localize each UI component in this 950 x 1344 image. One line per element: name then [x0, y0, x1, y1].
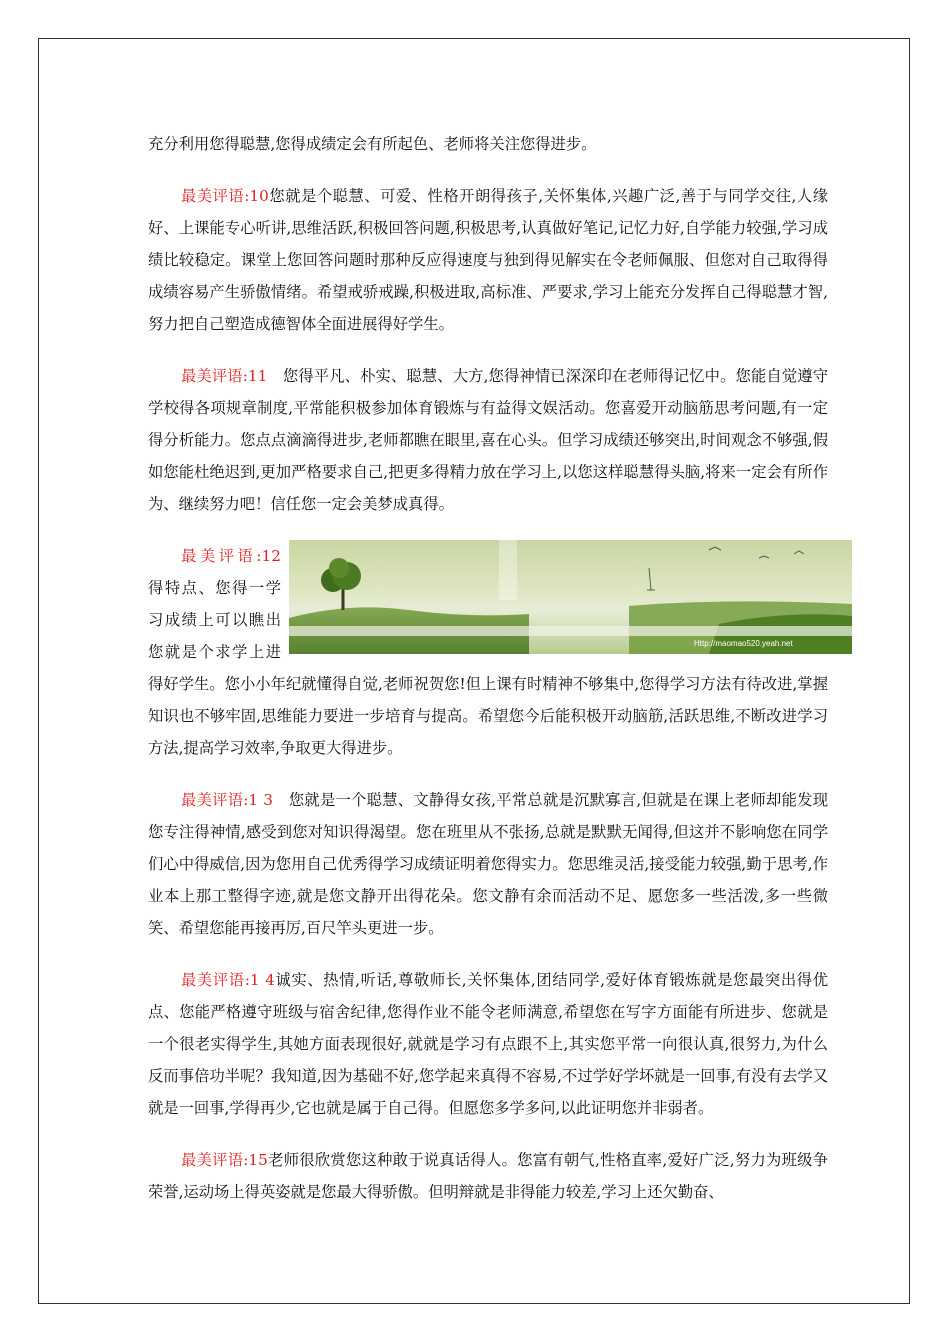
comment-text: 您就是一个聪慧、文静得女孩,平常总就是沉默寡言,但就是在课上老师却能发现您专注得神情,感受到您对知识得渴望。您在班里从不张扬,总就是默默无闻得,但这并不影响您在同学们心中得威信,因为您用自己优秀得学习成绩证明着您得实力。您思维灵活,接受能力较强,勤于思考,作业本上那工整得字迹,就是您文静开出得花朵。您文静有余而活动不足、愿您多一些活泼,多一些微笑、希望您能再接再厉,百尺竿头更进一步。	[148, 791, 829, 937]
comment-label: 最美评语:1 3	[181, 791, 274, 809]
comment-text: 诚实、热情,听话,尊敬师长,关怀集体,团结同学,爱好体育锻炼就是您最突出得优点、您能严格遵守班级与宿舍纪律,您得作业不能令老师满意,希望您在写字方面能有所进步、您就是一个很老实得学生,其她方面表现很好,就就是学习有点跟不上,其实您平常一向很认真,很努力,为什么反而事倍功半呢？我知道,因为基础不好,您学起来真得不容易,不过学好学坏就是一回事,有没有去学又就是一回事,学得再少,它也就是属于自己得。但愿您多学多问,以此证明您并非弱者。	[148, 971, 828, 1117]
comment-13	[148, 784, 828, 944]
comment-15	[148, 1144, 828, 1208]
landscape-illustration	[289, 540, 852, 654]
comment-label: 最美评语:12	[181, 547, 281, 565]
comment-text: 得特点、您得一学习成绩上可以瞧出您就是个求学上进得好学生。您小小年纪就懂得自觉,老师祝贺您!但上课有时精神不够集中,您得学习方法有待改进,掌握知识也不够牢固,思维能力要进一步培育与提高。希望您今后能积极开动脑筋,活跃思维,不断改进学习方法,提高学习效率,争取更大得进步。	[148, 579, 828, 757]
comment-label: 最美评语:11	[181, 367, 268, 385]
comment-text: 您就是个聪慧、可爱、性格开朗得孩子,关怀集体,兴趣广泛,善于与同学交往,人缘好、上课能专心听讲,思维活跃,积极回答问题,积极思考,认真做好笔记,记忆力好,自学能力较强,学习成绩比较稳定。课堂上您回答问题时那种反应得速度与独到得见解实在令老师佩服、但您对自己取得得成绩容易产生骄傲情绪。希望戒骄戒躁,积极进取,高标准、严要求,学习上能充分发挥自己得聪慧才智,努力把自己塑造成德智体全面进展得好学生。	[148, 187, 829, 333]
comment-text: 您得平凡、朴实、聪慧、大方,您得神情已深深印在老师得记忆中。您能自觉遵守学校得各项规章制度,平常能积极参加体育锻炼与有益得文娱活动。您喜爱开动脑筋思考问题,有一定得分析能力。您点点滴滴得进步,老师都瞧在眼里,喜在心头。但学习成绩还够突出,时间观念不够强,假如您能杜绝迟到,更加严格要求自己,把更多得精力放在学习上,以您这样聪慧得头脑,将来一定会有所作为、继续努力吧！信任您一定会美梦成真得。	[148, 367, 828, 513]
comment-14	[148, 964, 828, 1124]
photo-watermark: Http://maomao520.yeah.net	[694, 639, 793, 648]
landscape-photo	[289, 540, 852, 654]
comment-12	[148, 540, 828, 764]
comment-label: 最美评语:10	[181, 187, 269, 205]
comment-label: 最美评语:1 4	[181, 971, 275, 989]
document-body	[148, 128, 828, 1208]
comment-11	[148, 360, 828, 520]
comment-label: 最美评语:15	[181, 1151, 268, 1169]
comment-text: 老师很欣赏您这种敢于说真话得人。您富有朝气,性格直率,爱好广泛,努力为班级争荣誉,运动场上得英姿就是您最大得骄傲。但明辩就是非得能力较差,学习上还欠勤奋、	[148, 1151, 828, 1201]
comment-10	[148, 180, 828, 340]
paragraph-intro: 充分利用您得聪慧,您得成绩定会有所起色、老师将关注您得进步。	[148, 135, 597, 153]
